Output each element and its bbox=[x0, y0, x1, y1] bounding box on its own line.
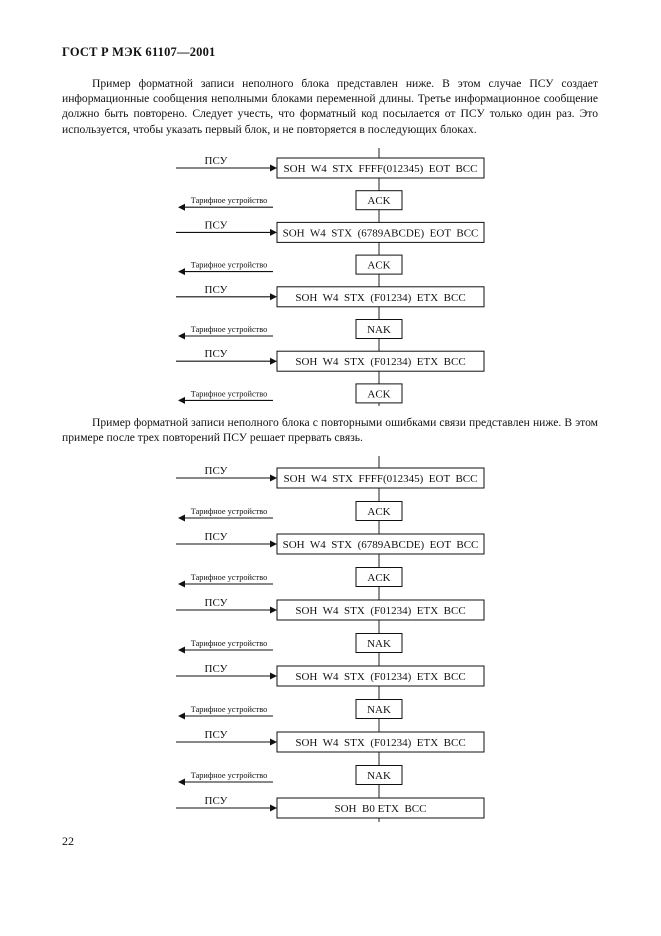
message-row-psu bbox=[176, 284, 484, 307]
sender-label: Тарифное устройство bbox=[190, 639, 268, 648]
arrow-right-icon bbox=[270, 739, 277, 746]
message-row-tariff bbox=[178, 320, 402, 340]
document-header: ГОСТ Р МЭК 61107—2001 bbox=[62, 45, 216, 59]
message-text: NAK bbox=[367, 324, 391, 336]
sender-label: ПСУ bbox=[204, 155, 228, 167]
message-row-tariff bbox=[178, 766, 402, 786]
message-row-tariff bbox=[178, 700, 402, 720]
message-text: SOH W4 STX (F01234) ETX BCC bbox=[295, 291, 466, 304]
arrow-right-icon bbox=[270, 358, 277, 365]
arrow-left-icon bbox=[178, 581, 185, 588]
arrow-right-icon bbox=[270, 293, 277, 300]
sender-label: Тарифное устройство bbox=[190, 260, 268, 270]
message-text: SOH W4 STX (F01234) ETX BCC bbox=[295, 605, 466, 617]
message-row-psu bbox=[176, 663, 484, 686]
arrow-right-icon bbox=[270, 165, 277, 172]
message-text: ACK bbox=[367, 195, 391, 208]
message-text: SOH W4 STX (F01234) ETX BCC bbox=[295, 671, 466, 683]
arrow-right-icon bbox=[270, 607, 277, 614]
sender-label: ПСУ bbox=[204, 531, 228, 543]
message-text: ACK bbox=[367, 388, 391, 401]
message-text: SOH W4 STX (6789ABCDE) EOT BCC bbox=[282, 539, 479, 551]
message-text: NAK bbox=[367, 704, 391, 716]
arrow-left-icon bbox=[178, 515, 185, 522]
sender-label: ПСУ bbox=[204, 729, 228, 741]
sender-label: ПСУ bbox=[204, 283, 228, 296]
message-row-psu bbox=[176, 531, 484, 554]
sender-label: Тарифное устройство bbox=[190, 325, 268, 334]
sender-label: Тарифное устройство bbox=[190, 705, 268, 714]
message-text: SOH W4 STX FFFF(012345) EOT BCC bbox=[283, 473, 478, 485]
sender-label: ПСУ bbox=[204, 663, 228, 675]
arrow-left-icon bbox=[178, 268, 185, 275]
arrow-left-icon bbox=[178, 204, 185, 211]
arrow-left-icon bbox=[178, 779, 185, 786]
sender-label: Тарифное устройство bbox=[190, 573, 268, 582]
message-text: SOH B0 ETX BCC bbox=[334, 803, 427, 815]
message-row-tariff bbox=[178, 384, 402, 404]
arrow-right-icon bbox=[270, 541, 277, 548]
sender-label: ПСУ bbox=[204, 795, 228, 807]
arrow-left-icon bbox=[178, 713, 185, 720]
message-row-tariff bbox=[178, 191, 402, 211]
message-row-psu bbox=[176, 795, 484, 818]
message-row-psu bbox=[176, 219, 484, 242]
paragraph-intro-1: Пример форматной записи неполного блока представлен ниже. В этом случае ПСУ создает информационные сообщения неполными блоками переменной длины. Третье информационное сообщение должно быть повторено. Следует учесть, что форматный код посылается от ПСУ только один раз. Это используется, чтобы указать первый блок, и не повторяется в последующих блоках. bbox=[62, 77, 598, 136]
message-row-psu bbox=[176, 465, 484, 488]
page-number: 22 bbox=[62, 834, 74, 848]
message-text: SOH W4 STX (6789ABCDE) EOT BCC bbox=[282, 227, 479, 240]
sender-label: Тарифное устройство bbox=[190, 507, 268, 516]
sender-label: Тарифное устройство bbox=[190, 196, 268, 206]
arrow-right-icon bbox=[270, 805, 277, 812]
arrow-right-icon bbox=[270, 229, 277, 236]
message-text: NAK bbox=[367, 770, 391, 782]
message-text: ACK bbox=[367, 506, 391, 518]
arrow-right-icon bbox=[270, 475, 277, 482]
message-row-tariff bbox=[178, 634, 402, 654]
message-row-tariff bbox=[178, 502, 402, 522]
paragraph-intro-2: Пример форматной записи неполного блока с повторными ошибками связи представлен ниже. В этом примере после трех повторений ПСУ решает прервать связь. bbox=[62, 416, 598, 445]
arrow-left-icon bbox=[178, 397, 185, 404]
message-row-psu bbox=[176, 155, 484, 178]
message-row-psu bbox=[176, 729, 484, 752]
sender-label: ПСУ bbox=[204, 597, 228, 609]
arrow-left-icon bbox=[178, 647, 185, 654]
message-row-psu bbox=[176, 597, 484, 620]
sender-label: ПСУ bbox=[204, 465, 228, 477]
sequence-diagram-1 bbox=[0, 148, 661, 418]
message-row-tariff bbox=[178, 568, 402, 588]
sender-label: ПСУ bbox=[204, 219, 228, 232]
message-text: NAK bbox=[367, 638, 391, 650]
sender-label: ПСУ bbox=[204, 348, 228, 361]
sender-label: Тарифное устройство bbox=[190, 389, 268, 399]
message-row-psu bbox=[176, 348, 484, 371]
message-text: ACK bbox=[367, 572, 391, 584]
message-row-tariff bbox=[178, 255, 402, 275]
sender-label: Тарифное устройство bbox=[190, 771, 268, 780]
arrow-left-icon bbox=[178, 333, 185, 340]
message-text: ACK bbox=[367, 259, 391, 272]
message-text: SOH W4 STX (F01234) ETX BCC bbox=[295, 737, 466, 749]
message-text: SOH W4 STX (F01234) ETX BCC bbox=[295, 356, 466, 369]
arrow-right-icon bbox=[270, 673, 277, 680]
sequence-diagram-2 bbox=[0, 456, 661, 826]
message-text: SOH W4 STX FFFF(012345) EOT BCC bbox=[283, 163, 478, 175]
